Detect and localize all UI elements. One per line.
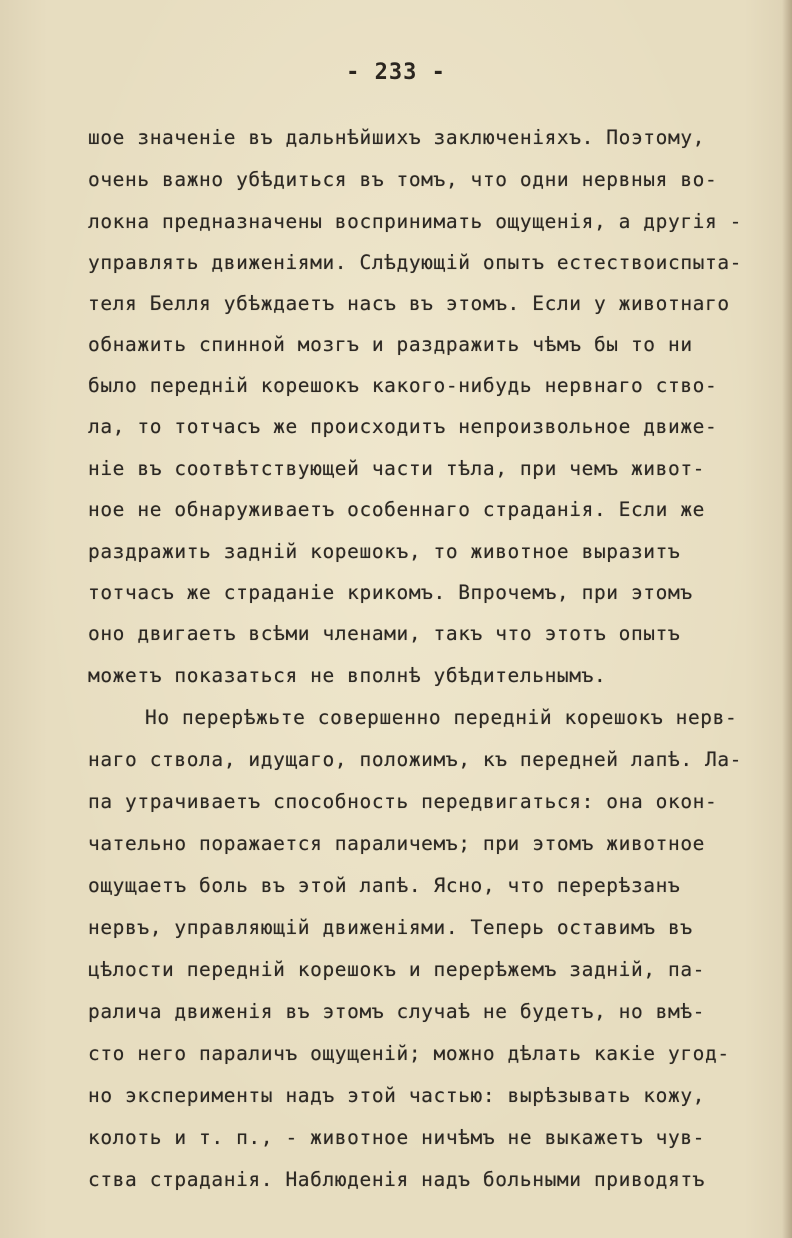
text-line: теля Белля убѣждаетъ насъ въ этомъ. Если у животнаго — [88, 292, 730, 315]
text-line: колоть и т. п., - животное ничѣмъ не выкажетъ чув- — [88, 1126, 705, 1149]
text-line: было переднiй корешокъ какого-нибудь нервнаго ство- — [88, 374, 718, 397]
text-line: па утрачиваетъ способность передвигаться: она окон- — [88, 790, 718, 813]
text-line: локна предназначены воспринимать ощущенiя, а другiя - — [88, 210, 743, 233]
text-line: сто него параличъ ощущенiй; можно дѣлать какiе угод- — [88, 1042, 730, 1065]
text-line: обнажить спинной мозгъ и раздражить чѣмъ бы то ни — [88, 333, 693, 356]
text-line: нервъ, управляющiй движенiями. Теперь оставимъ въ — [88, 916, 693, 939]
text-line: шое значенiе въ дальнѣйшихъ заключенiяхъ. Поэтому, — [88, 126, 705, 149]
text-line: тотчасъ же страданiе крикомъ. Впрочемъ, при этомъ — [88, 581, 693, 604]
text-line: ства страданiя. Наблюденiя надъ больными приводятъ — [88, 1168, 705, 1191]
text-line: оно двигаетъ всѣми членами, такъ что этотъ опытъ — [88, 622, 681, 645]
page-edge-shadow — [782, 0, 792, 1238]
text-line: ралича движенiя въ этомъ случаѣ не будетъ, но вмѣ- — [88, 1000, 705, 1023]
text-line: но эксперименты надъ этой частью: вырѣзывать кожу, — [88, 1084, 705, 1107]
text-line: нiе въ соотвѣтствующей части тѣла, при чемъ живот- — [88, 457, 705, 480]
page-number: - 233 - — [346, 60, 446, 85]
text-line: чательно поражается параличемъ; при этомъ животное — [88, 832, 705, 855]
text-line: ла, то тотчасъ же происходитъ непроизвольное движе- — [88, 415, 718, 438]
text-line: ное не обнаруживаетъ особеннаго страданiя. Если же — [88, 498, 705, 521]
text-line: можетъ показаться не вполнѣ убѣдительнымъ. — [88, 664, 607, 687]
text-line: цѣлости переднiй корешокъ и перерѣжемъ заднiй, па- — [88, 958, 705, 981]
text-line: раздражить заднiй корешокъ, то животное выразитъ — [88, 540, 681, 563]
text-line: Но перерѣжьте совершенно переднiй корешокъ нерв- — [145, 706, 738, 729]
text-line: наго ствола, идущаго, положимъ, къ передней лапѣ. Ла- — [88, 748, 743, 771]
text-line: управлять движенiями. Слѣдующiй опытъ естествоиспыта- — [88, 251, 743, 274]
text-line: ощущаетъ боль въ этой лапѣ. Ясно, что перерѣзанъ — [88, 874, 681, 897]
text-line: очень важно убѣдиться въ томъ, что одни нервныя во- — [88, 168, 718, 191]
